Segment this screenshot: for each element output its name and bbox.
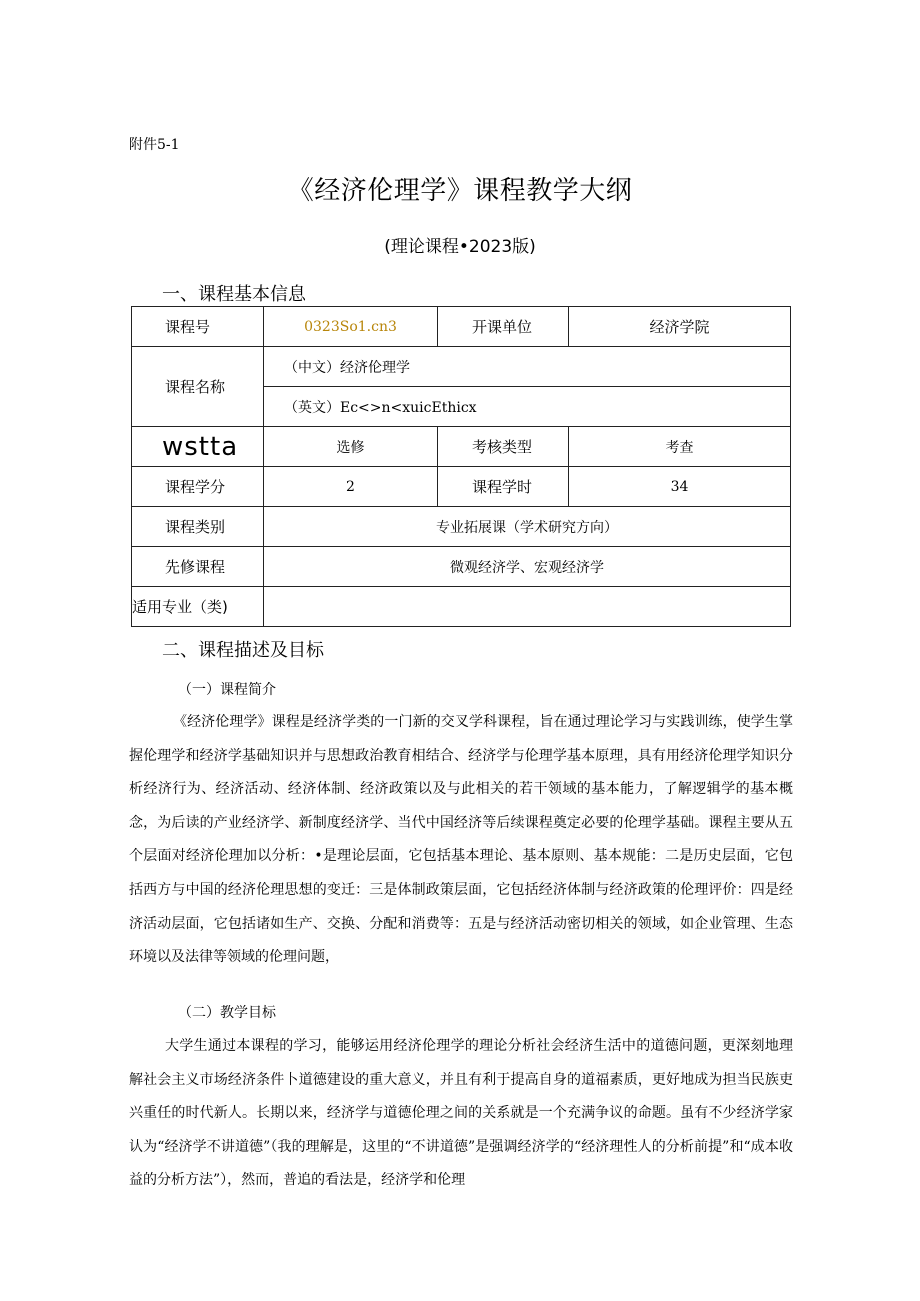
category-label: 课程类别	[132, 507, 264, 547]
major-value	[264, 587, 791, 627]
hours-label: 课程学时	[438, 467, 569, 507]
table-row	[132, 467, 791, 507]
paragraph-goals: 大学生通过本课程的学习，能够运用经济伦理学的理论分析社会经济生活中的道德问题，更深刻地理解社会主义市场经济条件卜道德建设的重大意义，并且有利于提高自身的道福素质，更好地成为担当民族吏兴重任的时代新人。长期以来，经济学与道德伦理之间的关系就是一个充满争议的命题。虽有不少经济学家认为“经济学不讲道德”（我的理解是，这里的“不讲道德”是强调经济学的“经济理性人的分析前提”和“成本收益的分析方法”），然而，普追的看法是，经济学和伦理	[129, 1038, 793, 1189]
course-info-table	[131, 306, 791, 627]
dept-label: 开课单位	[438, 307, 569, 347]
assessment-type-label: 考核类型	[438, 427, 569, 467]
credit-label: 课程学分	[132, 467, 264, 507]
prereq-label: 先修课程	[132, 547, 264, 587]
page-title: 《经济伦理学》课程教学大纲	[287, 176, 633, 206]
credit-value: 2	[264, 467, 438, 507]
section-heading-basic-info: 一、课程基本信息	[162, 284, 306, 305]
course-no-label: 课程号	[132, 307, 264, 347]
assessment-type-value: 考查	[569, 427, 791, 467]
prereq-value: 微观经济学、宏观经济学	[264, 547, 791, 587]
table-row	[132, 307, 791, 347]
attachment-label: 附件5-1	[129, 137, 180, 153]
course-name-label: 课程名称	[132, 347, 264, 427]
table-row	[132, 347, 791, 387]
course-nature-label: wstta	[132, 427, 264, 467]
hours-value: 34	[569, 467, 791, 507]
dept-value: 经济学院	[569, 307, 791, 347]
table-row	[132, 427, 791, 467]
subheading-goals: （二）教学目标	[178, 1005, 276, 1021]
subheading-intro: （一）课程简介	[178, 682, 276, 698]
page-subtitle: (理论课程•2023版)	[384, 237, 536, 257]
section-heading-description: 二、课程描述及目标	[162, 640, 324, 661]
major-label: 适用专业（类)	[132, 587, 264, 627]
course-name-cn: （中文）经济伦理学	[264, 347, 791, 387]
course-nature-value: 选修	[264, 427, 438, 467]
course-no-value: 0323So1.cn3	[264, 307, 438, 347]
paragraph-intro: 《经济伦理学》课程是经济学类的一门新的交叉学科课程，旨在通过理论学习与实践训练，使学生掌握伦理学和经济学基础知识并与思想政治教育相结合、经济学与伦理学基本原理，具有用经济伦理学知识分析经济行为、经济活动、经济体制、经济政策以及与此相关的若干领域的基本能力，了解逻辑学的基本概念，为后读的产业经济学、新制度经济学、当代中国经济等后续课程奠定必要的伦理学基础。课程主要从五个层面对经济伦理加以分析：•是理论层面，它包括基本理论、基本原则、基本规能：二是历史层面，它包括西方与中国的经济伦理思想的变迁：三是体制政策层面，它包括经济体制与经济政策的伦理评价：四是经济活动层面，它包括诸如生产、交换、分配和消费等：五是与经济活动密切相关的领域，如企业管理、生态环境以及法律等领域的伦理问题，	[129, 714, 793, 966]
table-row	[132, 587, 791, 627]
table-row	[132, 547, 791, 587]
table-row	[132, 507, 791, 547]
category-value: 专业拓展课（学术研究方向）	[264, 507, 791, 547]
course-name-en: （英文）Ec<>n<xuicEthicx	[264, 387, 791, 427]
